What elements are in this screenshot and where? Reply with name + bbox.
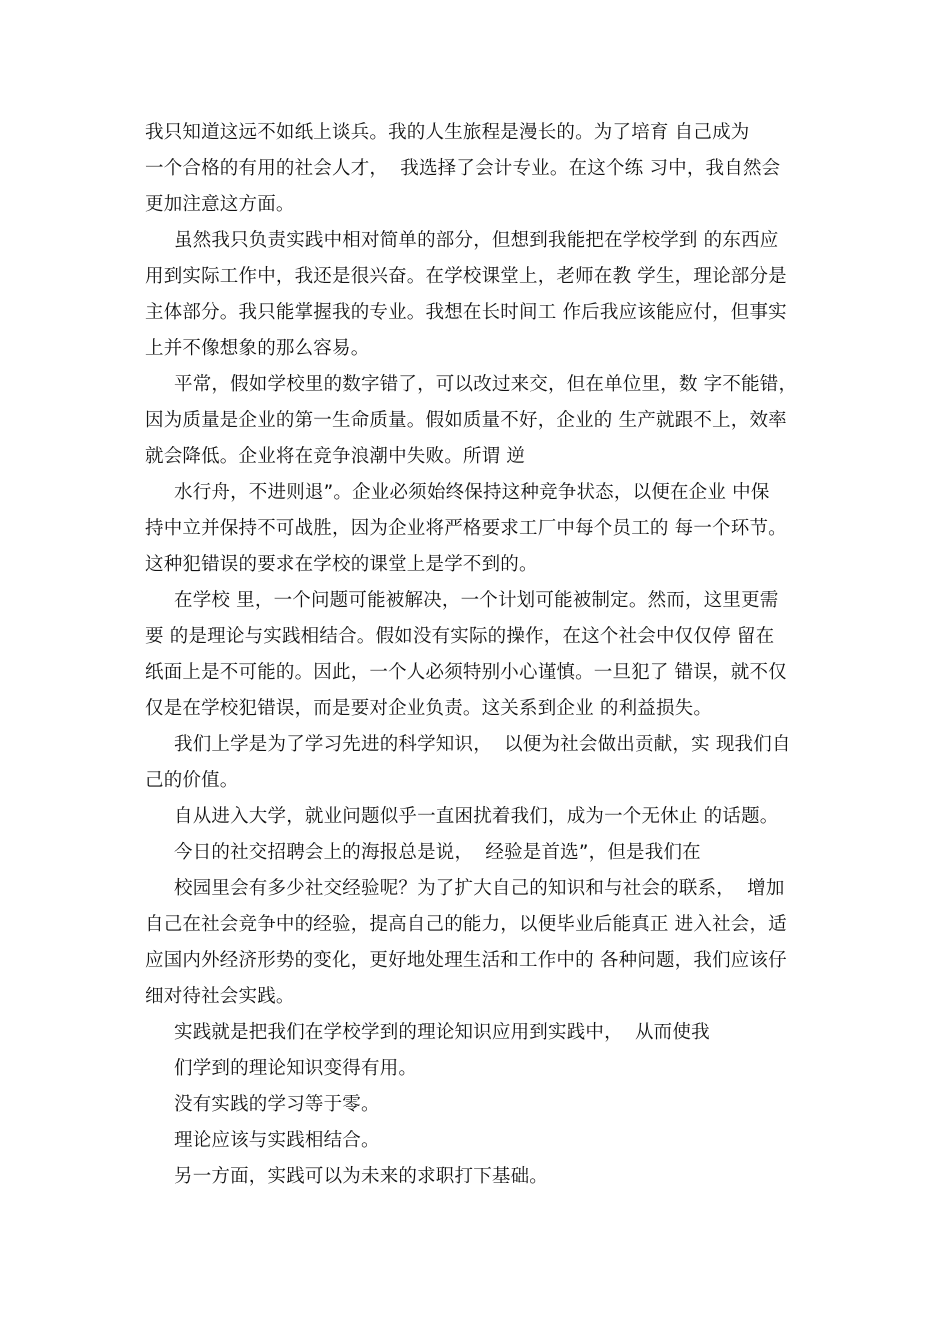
text-line: 没有实践的学习等于零。 [174, 1094, 380, 1115]
text-line: 仅是在学校犯错误，而是要对企业负责。这关系到企业 的利益损失。 [145, 698, 713, 719]
text-line: 水行舟，不进则退”。企业必须始终保持这种竞争状态，以便在企业 中保 [174, 482, 770, 503]
text-line: 细对待社会实践。 [145, 986, 295, 1007]
text-line: 更加注意这方面。 [145, 194, 295, 215]
text-line: 虽然我只负责实践中相对简单的部分，但想到我能把在学校学到 的东西应 [174, 230, 779, 251]
text-line: 实践就是把我们在学校学到的理论知识应用到实践中， 从而使我 [174, 1022, 710, 1043]
text-line: 纸面上是不可能的。因此，一个人必须特别小心谨慎。一旦犯了 错误，就不仅 [145, 662, 787, 683]
text-line: 校园里会有多少社交经验呢？为了扩大自己的知识和与社会的联系， 增加 [174, 878, 785, 899]
text-line: 在学校 里，一个问题可能被解决，一个计划可能被制定。然而，这里更需 [174, 590, 779, 611]
text-line: 用到实际工作中，我还是很兴奋。在学校课堂上，老师在教 学生，理论部分是 [145, 266, 787, 287]
text-line: 自从进入大学，就业问题似乎一直困扰着我们，成为一个无休止 的话题。 [174, 806, 779, 827]
text-line: 要 的是理论与实践相结合。假如没有实际的操作，在这个社会中仅仅停 留在 [145, 626, 775, 647]
text-line: 自己在社会竞争中的经验，提高自己的能力，以便毕业后能真正 进入社会，适 [145, 914, 787, 935]
text-line: 另一方面，实践可以为未来的求职打下基础。 [174, 1166, 549, 1187]
text-line: 我只知道这远不如纸上谈兵。我的人生旅程是漫长的。为了培育 自己成为 [145, 122, 750, 143]
text-line: 就会降低。企业将在竞争浪潮中失败。所谓 逆 [145, 446, 526, 467]
text-line: 今日的社交招聘会上的海报总是说， 经验是首选”，但是我们在 [174, 842, 701, 863]
text-line: 应国内外经济形势的变化，更好地处理生活和工作中的 各种问题，我们应该仔 [145, 950, 787, 971]
text-line: 主体部分。我只能掌握我的专业。我想在长时间工 作后我应该能应付，但事实 [145, 302, 787, 323]
text-line: 理论应该与实践相结合。 [174, 1130, 380, 1151]
text-line: 这种犯错误的要求在学校的课堂上是学不到的。 [145, 554, 538, 575]
text-line: 己的价值。 [145, 770, 239, 791]
text-line: 们学到的理论知识变得有用。 [174, 1058, 418, 1079]
text-line: 持中立并保持不可战胜，因为企业将严格要求工厂中每个员工的 每一个环节。 [145, 518, 787, 539]
text-line: 一个合格的有用的社会人才， 我选择了会计专业。在这个练 习中，我自然会 [145, 158, 781, 179]
text-line: 我们上学是为了学习先进的科学知识， 以便为社会做出贡献，实 现我们自 [174, 734, 791, 755]
text-line: 因为质量是企业的第一生命质量。假如质量不好，企业的 生产就跟不上，效率 [145, 410, 787, 431]
text-line: 上并不像想象的那么容易。 [145, 338, 370, 359]
text-line: 平常，假如学校里的数字错了，可以改过来交，但在单位里，数 字不能错， [174, 374, 798, 395]
